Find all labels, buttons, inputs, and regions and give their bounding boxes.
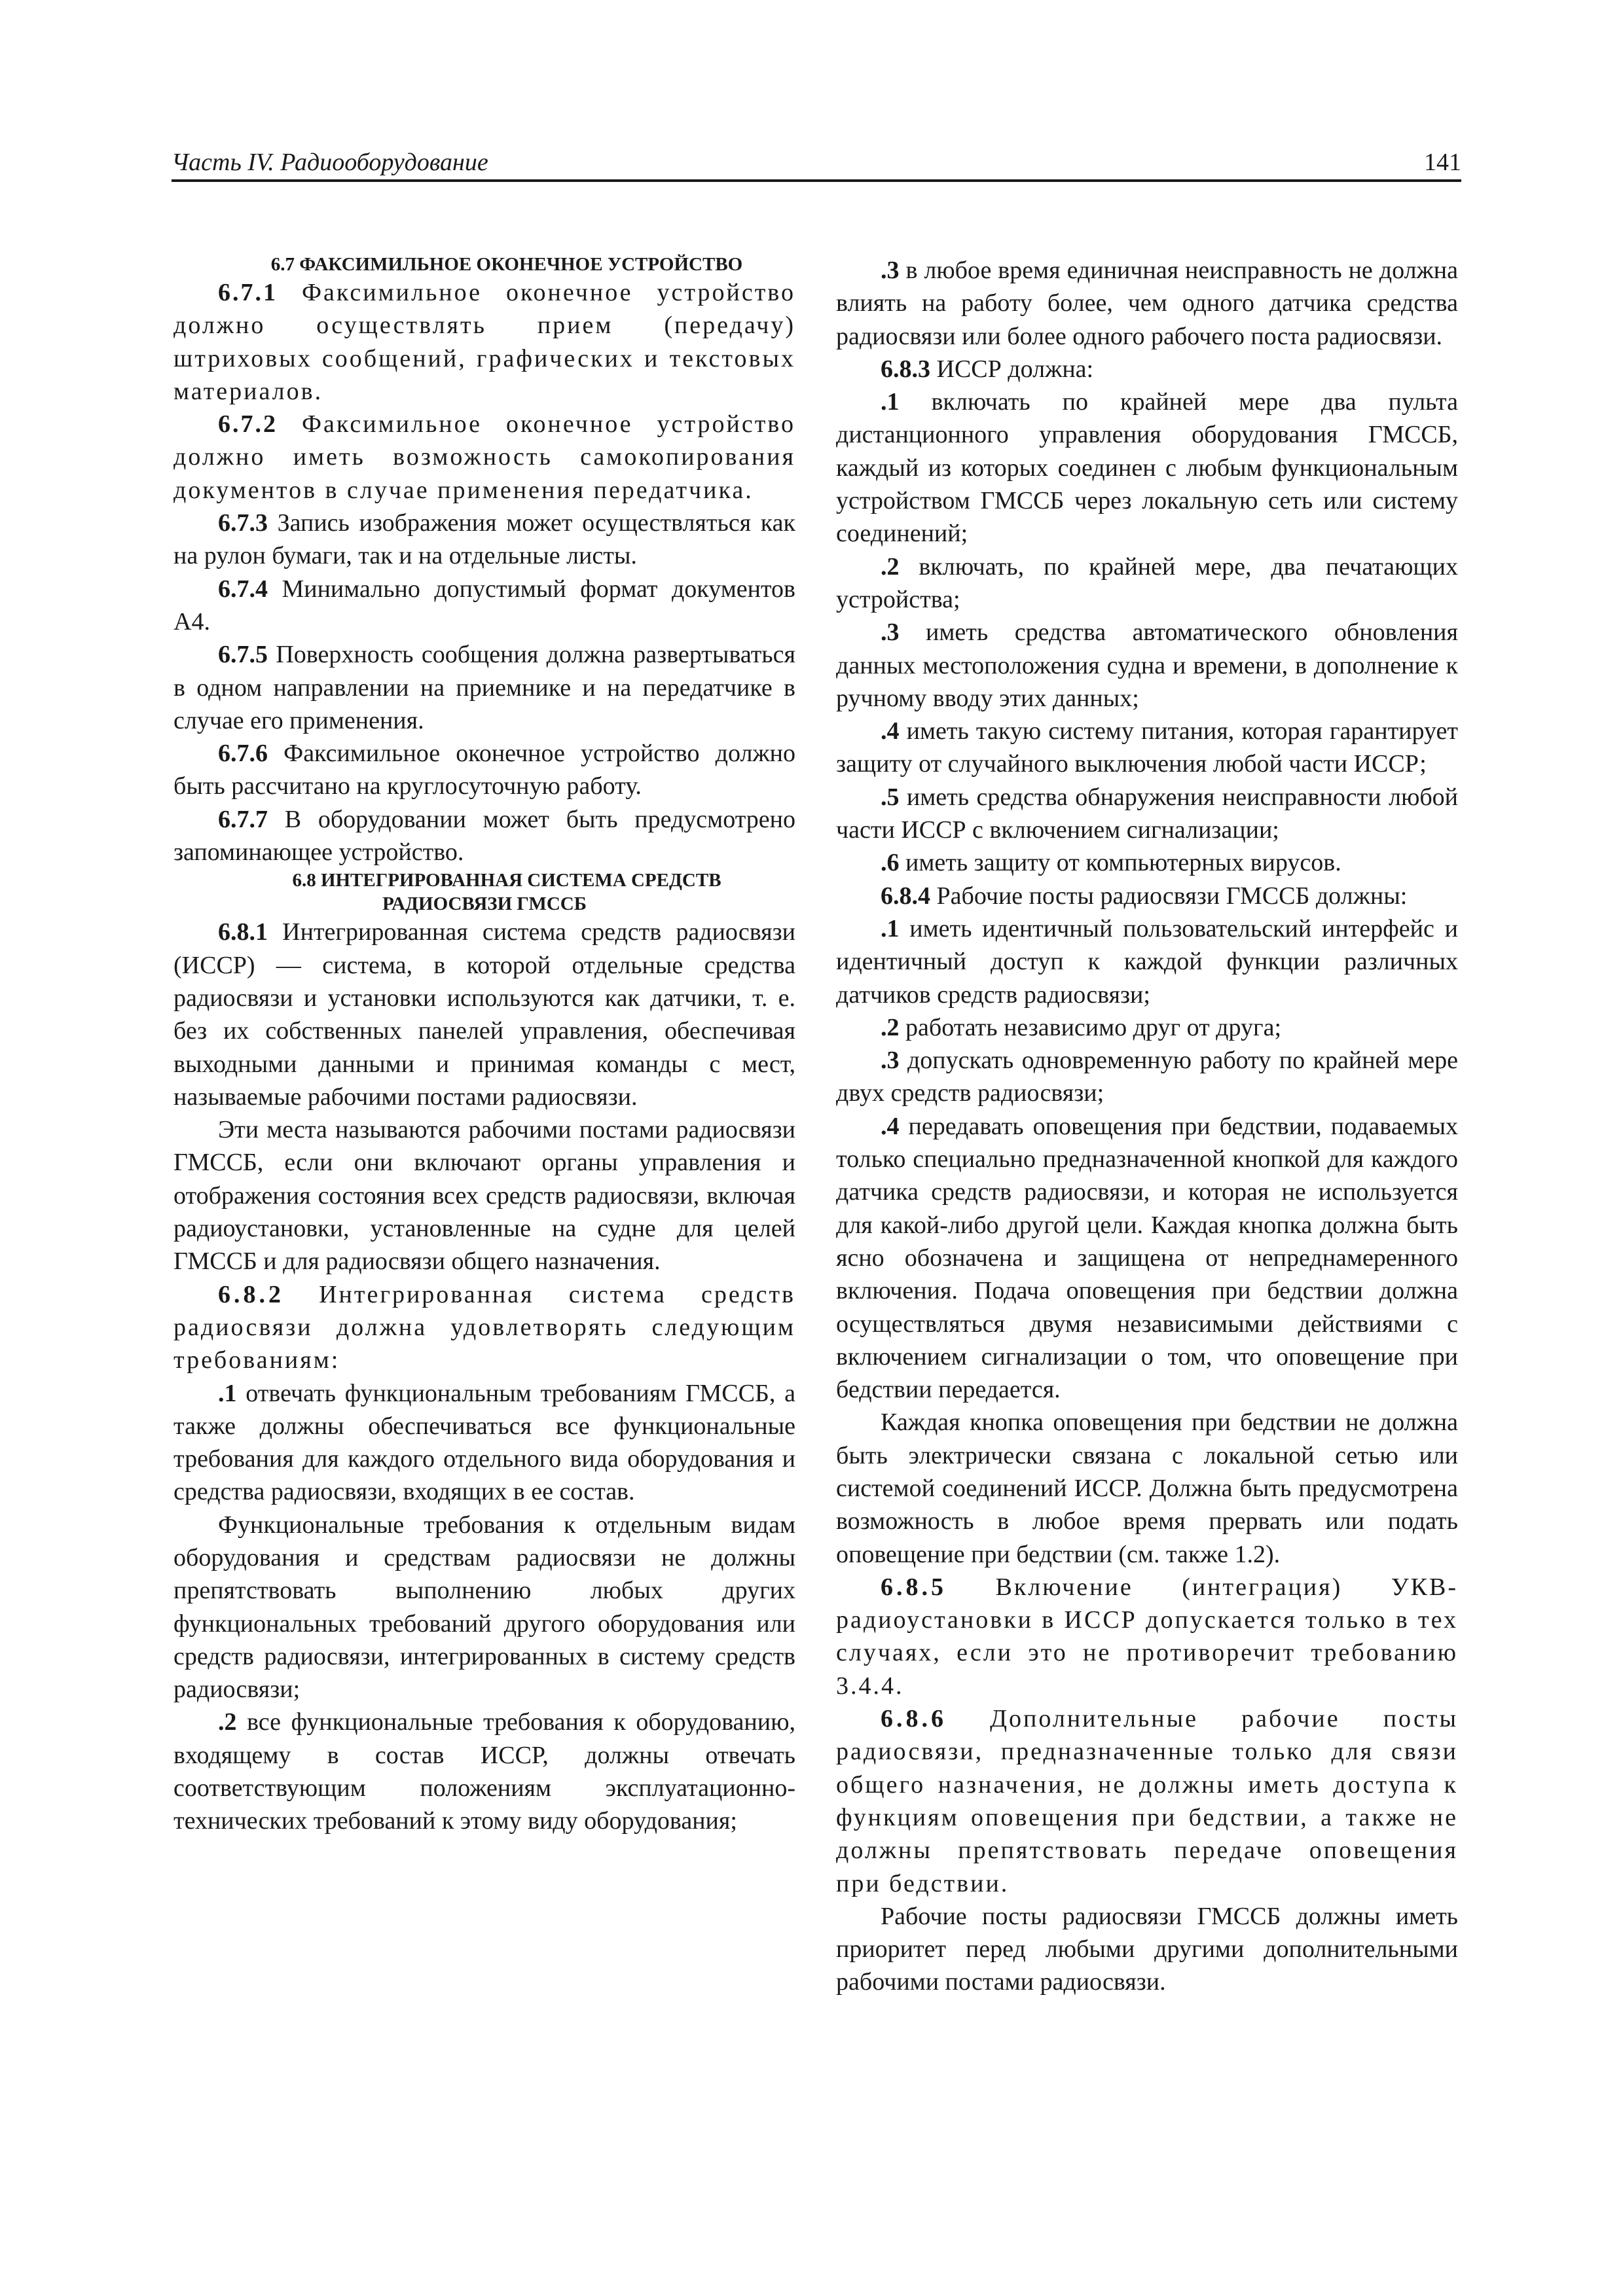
paragraph-text: отвечать функциональным требованиям ГМССБ, а также должны обеспечиваться все функциональные требования для каждого отдельного вида оборудования и средства радиосвязи, входящих в ее состав. [173,1379,795,1506]
paragraph-text: работать независимо друг от друга; [899,1013,1282,1041]
item-number: .3 [881,257,900,284]
clause-number: 6.7.3 [218,509,268,537]
paragraph-text: Поверхность сообщения должна развертываться в одном направлении на приемнике и на передатчике в случае его применения. [173,641,795,734]
item-6-8-3-5 [836,781,1458,847]
item-number: .1 [881,388,900,416]
item-number: .4 [881,717,900,745]
clause-number: 6.7.2 [218,410,278,439]
section-title-line: 6.8 ИНТЕГРИРОВАННАЯ СИСТЕМА СРЕДСТВ [292,870,721,891]
item-6-8-3-4 [836,715,1458,781]
paragraph-text: В оборудовании может быть предусмотрено запоминающее устройство. [173,805,795,867]
page-header [172,148,1461,182]
paragraph-text: Факсимильное оконечное устройство должно быть рассчитано на круглосуточную работу. [173,740,795,800]
paragraph-6-8-4 [836,880,1458,912]
clause-number: 6.8.2 [218,1280,284,1308]
paragraph-text: Рабочие посты радиосвязи ГМССБ должны: [930,882,1408,910]
left-column [173,253,795,1838]
clause-number: 6.7.5 [218,641,268,669]
item-6-8-4-4 [836,1110,1458,1407]
clause-number: 6.7.7 [218,805,268,833]
item-6-8-2-1 [173,1377,795,1509]
paragraph-text: Дополнительные рабочие посты радиосвязи, предназначенные только для связи общего назначения, не должны иметь доступа к функциям оповещения при бедствии, а также не должны препятствовать передаче оповещения при бедствии. [836,1705,1458,1897]
paragraph-text: все функциональные требования к оборудованию, входящему в состав ИССР, должны отвечать соответствующим положениям эксплуатационно-технических требований к этому виду оборудования; [173,1708,795,1835]
page-number: 141 [1424,149,1461,176]
paragraph-6-8-2 [173,1278,795,1377]
clause-number: 6.7.4 [218,575,268,603]
paragraph-6-7-6 [173,737,795,803]
paragraph-6-7-7 [173,803,795,869]
clause-number: 6.8.1 [218,918,268,946]
paragraph-text: Интегрированная система средств радиосвязи (ИССР) — система, в которой отдельные средства радиосвязи и установки используются как датчики, т. е. без их собственных панелей управления, обеспечивая выходными данными и принимая команды с мест, называемые рабочими постами радиосвязи. [173,918,795,1111]
paragraph-text: передавать оповещения при бедствии, подаваемых только специально предназначенной кнопкой для каждого датчика средств радиосвязи, и которая не используется для какой-либо другой цели. Каждая кнопка должна быть ясно обозначена и защищена от непреднамеренного включения. Подача оповещения при бедствии должна осуществляться двумя независимыми действиями с включением сигнализации о том, что оповещение при бедствии передается. [836,1112,1458,1404]
paragraph-text: ИССР должна: [930,355,1094,383]
paragraph-text: иметь такую систему питания, которая гарантирует защиту от случайного выключения любой части ИССР; [836,717,1458,778]
item-6-8-2-1-continued: Функциональные требования к отдельным видам оборудования и средствам радиосвязи не должны препятствовать выполнению любых других функциональных требований другого оборудования или средств радиосвязи, интегрированных в систему средств радиосвязи; [173,1511,795,1704]
clause-number: 6.8.5 [881,1573,947,1601]
paragraph-6-7-5 [173,638,795,737]
paragraph-6-8-6 [836,1702,1458,1900]
item-6-8-3-1 [836,386,1458,550]
paragraph-text: иметь защиту от компьютерных вирусов. [899,849,1341,877]
paragraph-text: Минимально допустимый формат документов А4. [173,575,795,636]
item-number: .1 [881,914,900,942]
paragraph-text: Запись изображения может осуществляться как на рулон бумаги, так и на отдельные листы. [173,509,795,570]
paragraph-text: Факсимильное оконечное устройство должно иметь возможность самокопирования документов в случае применения передатчика. [173,410,795,504]
item-number: .3 [881,1047,900,1075]
paragraph-6-7-1 [173,276,795,408]
paragraph-6-8-3 [836,353,1458,386]
section-6-8-title [173,869,795,916]
right-column [836,254,1458,1999]
clause-number: 6.8.6 [881,1705,947,1733]
item-6-8-4-1 [836,912,1458,1011]
paragraph-6-8-6-continued: Рабочие посты радиосвязи ГМССБ должны иметь приоритет перед любыми другими дополнительными рабочими постами радиосвязи. [836,1902,1458,1996]
paragraph-text: Включение (интеграция) УКВ-радиоустановки в ИССР допускается только в тех случаях, если это не противоречит требованию 3.4.4. [836,1573,1458,1700]
item-number: .1 [218,1379,237,1407]
paragraph-text: включать по крайней мере два пульта дистанционного управления оборудования ГМССБ, каждый из которых соединен с любым функциональным устройством ГМССБ через локальную сеть или систему соединений; [836,388,1458,548]
paragraph-6-8-5 [836,1571,1458,1702]
paragraph-text: иметь средства автоматического обновления данных местоположения судна и времени, в дополнение к ручному вводу этих данных; [836,619,1458,712]
clause-number: 6.8.3 [881,355,930,383]
item-6-8-3-6 [836,846,1458,879]
paragraph-6-7-2 [173,408,795,507]
item-number: .2 [881,1013,900,1041]
item-number: .5 [881,783,900,811]
item-number: .4 [881,1112,900,1140]
clause-number: 6.7.6 [218,740,268,768]
item-number: .2 [881,552,900,581]
section-title-line: РАДИОСВЯЗИ ГМССБ [382,893,587,915]
item-6-8-4-3 [836,1044,1458,1110]
item-6-8-3-3 [836,616,1458,715]
section-6-7-title: 6.7 ФАКСИМИЛЬНОЕ ОКОНЕЧНОЕ УСТРОЙСТВО [270,254,743,275]
item-number: .3 [881,619,900,647]
item-6-8-3-2 [836,550,1458,617]
paragraph-6-7-3 [173,507,795,573]
item-number: .6 [881,849,900,877]
paragraph-text: в любое время единичная неисправность не должна влиять на работу более, чем одного датчика средства радиосвязи или более одного рабочего поста радиосвязи. [836,257,1458,350]
item-number: .2 [218,1708,237,1736]
paragraph-6-8-1-continued: Эти места называются рабочими постами радиосвязи ГМССБ, если они включают органы управления и отображения состояния всех средств радиосвязи, включая радиоустановки, установленные на судне для целей ГМССБ и для радиосвязи общего назначения. [173,1116,795,1276]
paragraph-text: Интегрированная система средств радиосвязи должна удовлетворять следующим требованиям: [173,1280,795,1374]
paragraph-text: иметь средства обнаружения неисправности любой части ИССР с включением сигнализации; [836,783,1458,844]
item-6-8-4-4-continued: Каждая кнопка оповещения при бедствии не должна быть электрически связана с локальной сетью или системой соединений ИССР. Должна быть предусмотрена возможность в любое время прервать или подать оповещение при бедствии (см. также 1.2). [836,1408,1458,1568]
running-header-title: Часть IV. Радиооборудование [172,149,488,176]
paragraph-text: допускать одновременную работу по крайней мере двух средств радиосвязи; [836,1047,1458,1107]
paragraph-text: включать, по крайней мере, два печатающих устройства; [836,552,1458,613]
paragraph-text: иметь идентичный пользовательский интерфейс и идентичный доступ к каждой функции различных датчиков средств радиосвязи; [836,914,1458,1009]
paragraph-6-8-1 [173,916,795,1113]
item-6-8-2-2 [173,1706,795,1837]
clause-number: 6.8.4 [881,882,930,910]
paragraph-text: Факсимильное оконечное устройство должно осуществлять прием (передачу) штриховых сообщений, графических и текстовых материалов. [173,279,795,405]
item-6-8-4-2 [836,1011,1458,1044]
paragraph-6-7-4 [173,573,795,639]
clause-number: 6.7.1 [218,279,278,306]
item-6-8-2-3 [836,254,1458,353]
